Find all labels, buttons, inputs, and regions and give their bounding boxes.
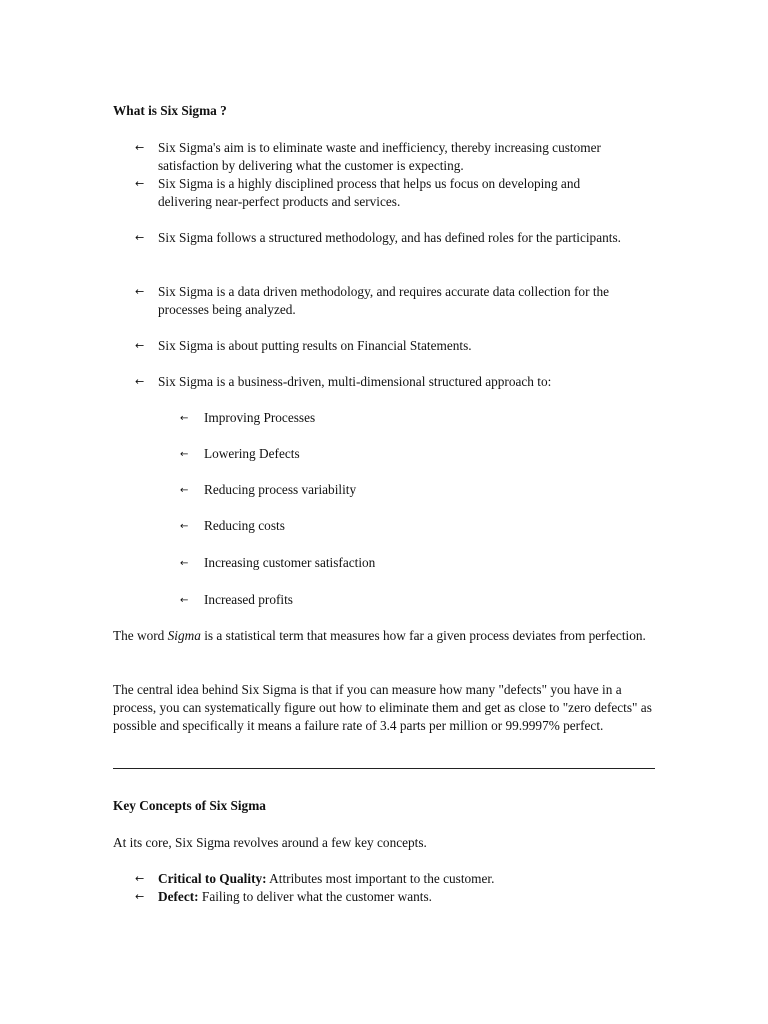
- horizontal-divider: [113, 768, 655, 769]
- arrow-left-icon: ←: [135, 339, 145, 352]
- concept-term: Defect:: [158, 889, 199, 904]
- central-idea-paragraph: The central idea behind Six Sigma is that if you can measure how many "defects" you have in a process, you can systematically figure out how to eliminate them and get as close to "zero defects" as possible and specifically it means a failure rate of 3.4 parts per million or 99.9997% perfect.: [113, 682, 652, 733]
- list-item-text: Six Sigma is a business-driven, multi-dimensional structured approach to:: [158, 374, 552, 389]
- concept-item-text: [158, 888, 623, 906]
- sigma-term: Sigma: [167, 628, 201, 643]
- sub-list-item-text: Reducing process variability: [204, 482, 357, 497]
- section-heading-what-is-six-sigma: What is Six Sigma ?: [113, 103, 227, 118]
- key-concepts-intro: At its core, Six Sigma revolves around a few key concepts.: [113, 835, 427, 850]
- arrow-left-icon: ←: [135, 285, 145, 298]
- concept-description: Failing to deliver what the customer wants.: [198, 889, 432, 904]
- arrow-left-small-icon: ←: [180, 485, 189, 496]
- concept-item-text: [158, 870, 623, 888]
- arrow-left-small-icon: ←: [180, 449, 189, 460]
- section-heading-key-concepts: Key Concepts of Six Sigma: [113, 798, 266, 813]
- sub-list-item-text: Improving Processes: [204, 410, 316, 425]
- arrow-left-icon: ←: [135, 872, 145, 885]
- sub-list-item-text: Increasing customer satisfaction: [204, 555, 376, 570]
- sub-list-item-text: Increased profits: [204, 592, 293, 607]
- arrow-left-small-icon: ←: [180, 413, 189, 424]
- list-item-text: Six Sigma is a highly disciplined process that helps us focus on developing and delivering near-perfect products and services.: [158, 176, 581, 209]
- arrow-left-icon: ←: [135, 375, 145, 388]
- arrow-left-icon: ←: [135, 231, 145, 244]
- paragraph-text: is a statistical term that measures how far a given process deviates from perfection.: [200, 628, 646, 643]
- arrow-left-small-icon: ←: [180, 595, 189, 606]
- list-item-text: Six Sigma is about putting results on Financial Statements.: [158, 338, 472, 353]
- sub-list-item-text: Reducing costs: [204, 518, 285, 533]
- concept-description: Attributes most important to the customer.: [266, 871, 495, 886]
- paragraph-text: The word: [113, 628, 168, 643]
- list-item-text: Six Sigma is a data driven methodology, and requires accurate data collection for the processes being analyzed.: [158, 284, 610, 317]
- arrow-left-small-icon: ←: [180, 521, 189, 532]
- sub-list-item-text: Lowering Defects: [204, 446, 300, 461]
- arrow-left-icon: ←: [135, 141, 145, 154]
- arrow-left-icon: ←: [135, 890, 145, 903]
- arrow-left-small-icon: ←: [180, 558, 189, 569]
- concept-term: Critical to Quality:: [158, 871, 267, 886]
- list-item-text: Six Sigma's aim is to eliminate waste and inefficiency, thereby increasing customer satisfaction by delivering what the customer is expecting.: [158, 140, 601, 173]
- sigma-definition-paragraph: [113, 627, 658, 645]
- arrow-left-icon: ←: [135, 177, 145, 190]
- list-item-text: Six Sigma follows a structured methodology, and has defined roles for the participants.: [158, 230, 621, 245]
